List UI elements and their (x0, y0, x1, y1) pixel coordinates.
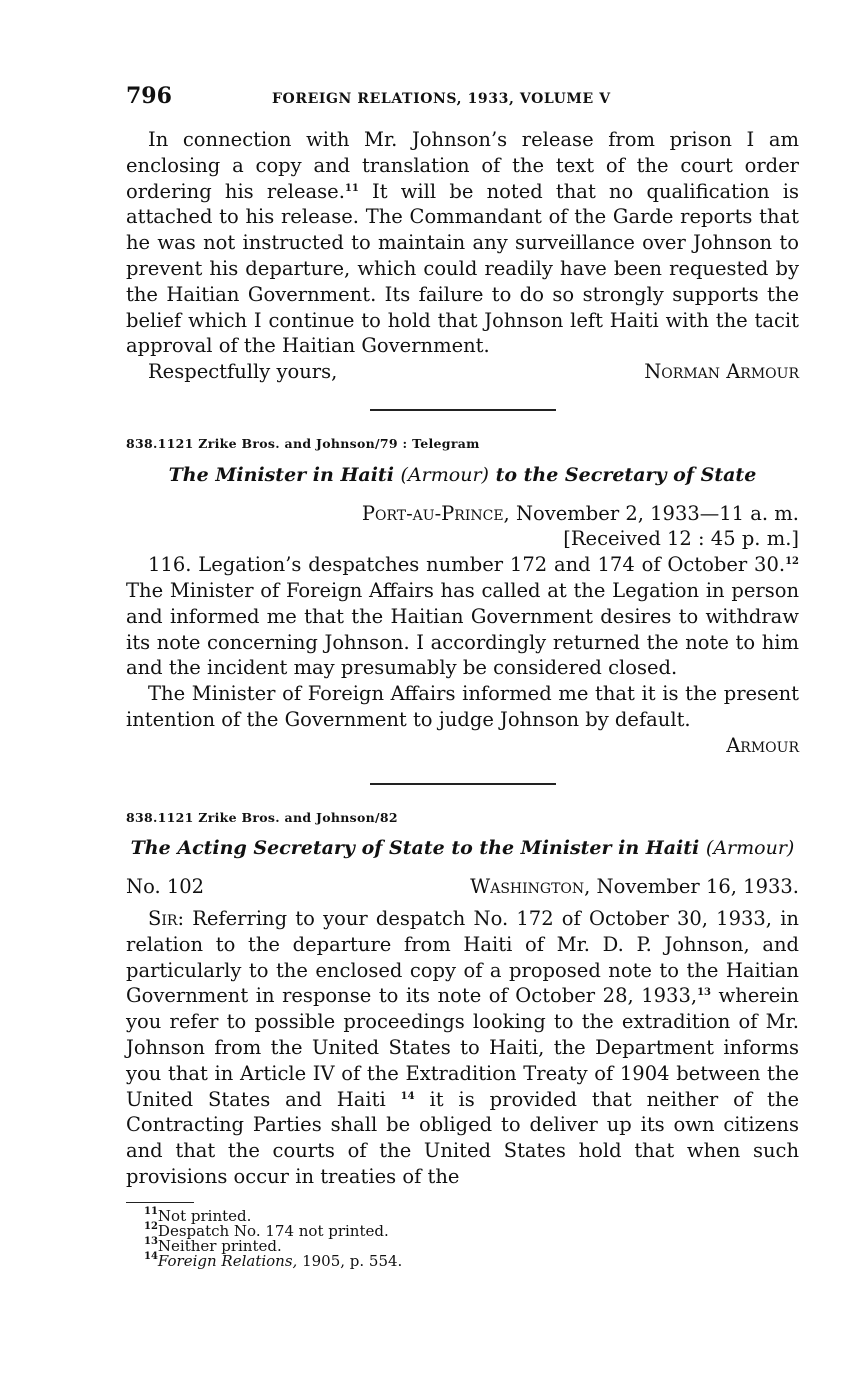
footnote: $^{14}$Foreign Relations, 1905, p. 554. (144, 1250, 403, 1270)
document-title: The Acting Secretary of State to the Minister in Haiti (Armour) (130, 837, 795, 860)
footnote-ref[interactable]: 14 (400, 1090, 415, 1102)
signature: Armour (726, 733, 799, 757)
salutation: Sir (148, 906, 178, 930)
footnote: $^{12}$Despatch No. 174 not printed. (144, 1220, 389, 1240)
page-header (126, 83, 799, 113)
document-page (126, 83, 799, 1269)
footnote-ref[interactable]: 11 (344, 182, 359, 194)
footnote-ref[interactable]: 12 (785, 556, 799, 568)
footnote: $^{11}$Not printed. (144, 1205, 252, 1225)
document-title: The Minister in Haiti (Armour) to the Secretary of State (168, 463, 757, 486)
signature: Norman Armour (644, 360, 799, 384)
document-3 (126, 805, 799, 1190)
closing-line (126, 359, 799, 385)
closing: Respectfully yours, (148, 360, 338, 384)
section-divider (370, 783, 556, 785)
number-dateline (126, 874, 799, 900)
running-title: FOREIGN RELATIONS, 1933, VOLUME V (272, 91, 611, 107)
paragraph: In connection with Mr. Johnson’s release from prison I am enclosing a copy and translation of the text of the court order ordering his release.$^{11}$ It will be noted that no qualification is attached to his release. The Commandant of the Garde reports that he was not instructed to maintain any surveillance over Johnson to prevent his departure, which could readily have been requested by the Haitian Government. Its failure to do so strongly supports the belief which I continue to hold that Johnson left Haiti with the tacit approval of the Haitian Government. (126, 128, 799, 358)
paragraph: Sir: Referring to your despatch No. 172 of October 30, 1933, in relation to the departure from Haiti of Mr. D. P. Johnson, and particularly to the enclosed copy of a proposed note to the Haitian Government in response to its note of October 28, 1933,13 wherein you refer to possible proceedings looking to the extradition of Mr. Johnson from the United States to Haiti, the Department informs you that in Article IV of the Extradition Treaty of 1904 between the United States and Haiti $^{14}$ it is provided that neither of the Contracting Parties shall be obliged to deliver up its own citizens and that the courts of the United States hold that when such provisions occur in treaties of the (126, 906, 799, 1188)
footnote-ref[interactable]: 13 (697, 987, 711, 999)
document-2 (126, 431, 799, 759)
document-number: No. 102 (126, 875, 205, 899)
dateline: Port-au-Prince, November 2, 1933—11 a. m. (361, 501, 799, 525)
file-reference: 838.1121 Zrike Bros. and Johnson/79 : Telegram (126, 435, 480, 451)
file-reference: 838.1121 Zrike Bros. and Johnson/82 (126, 809, 398, 825)
footnote-divider (126, 1202, 194, 1203)
paragraph: The Minister of Foreign Affairs informed me that it is the present intention of the Government to judge Johnson by default. (126, 682, 799, 731)
document-1 (126, 127, 799, 385)
page-number: 796 (126, 83, 172, 109)
footnote: $^{13}$Neither printed. (144, 1235, 282, 1255)
footnotes (126, 1205, 799, 1270)
received-line: [Received 12 : 45 p. m.] (563, 527, 799, 551)
paragraph: 116. Legation’s despatches number 172 and 174 of October 30.12 The Minister of Foreign Affairs has called at the Legation in person and informed me that the Haitian Government desires to withdraw its note concerning Johnson. I accordingly returned the note to him and the incident may presumably be considered closed. (126, 553, 799, 680)
dateline: Washington, November 16, 1933. (470, 875, 799, 899)
section-divider (370, 409, 556, 411)
